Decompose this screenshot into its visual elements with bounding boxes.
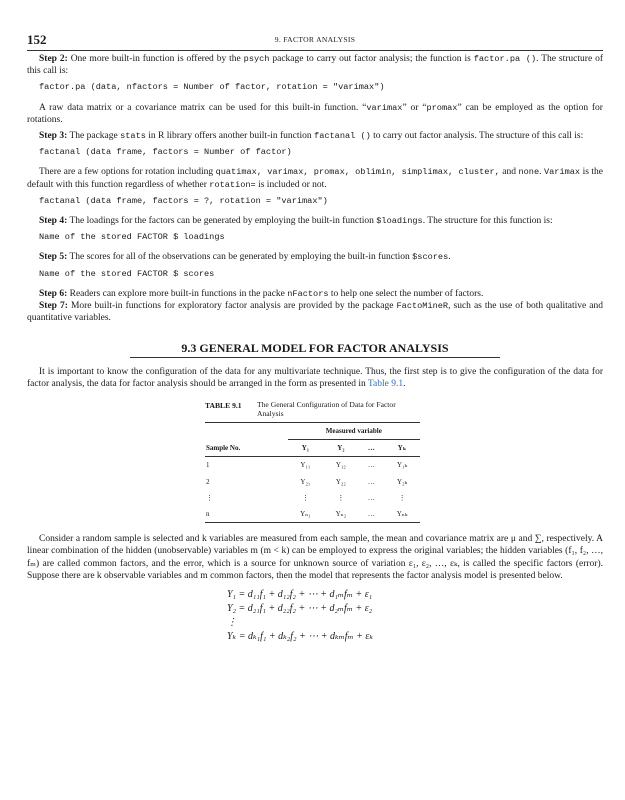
group-header: Measured variable <box>288 423 420 440</box>
col-header: Sample No. <box>206 444 241 453</box>
step-3: Step 3: The package stats in R library offers another built-in function factanal () to carry out factor analysis. The structure of this call is: <box>39 131 584 142</box>
step-2: Step 2: One more built-in function is offered by the psych package to carry out factor analysis; the function is factor.pa (). The structure of this call is: <box>27 54 603 77</box>
table-row: 1 Y₁₁ Y₁₂ … Y₁ₖ <box>206 461 408 470</box>
step-5: Step 5: The scores for all of the observations can be generated by employing the built-in function $scores. <box>39 252 451 263</box>
page-number: 152 <box>27 32 47 47</box>
equation-ellipsis: ⋮ <box>227 617 237 629</box>
table-9-1-link[interactable]: Table 9.1 <box>367 378 404 389</box>
equation-k: Yₖ = dₖ₁f₁ + dₖ₂f₂ + ⋯ + dₖₘfₘ + εₖ <box>227 631 373 643</box>
header-rule <box>27 50 603 51</box>
col-header: Y₁ <box>301 444 309 453</box>
body-text <box>27 53 603 644</box>
step-6: Step 6: Readers can explore more built-in functions in the packe nFactors to help one select the number of factors. <box>39 288 484 299</box>
step-4: Step 4: The loadings for the factors can be generated by employing the built-in function $loadings. The structure for this function is: <box>39 216 553 227</box>
equation-2: Y₂ = d₂₁f₁ + d₂₂f₂ + ⋯ + d₂ₘfₘ + ε₂ <box>227 603 373 615</box>
equation-1: Y₁ = d₁₁f₁ + d₁₂f₂ + ⋯ + d₁ₘfₘ + ε₁ <box>227 589 373 601</box>
page-header <box>27 32 603 48</box>
table-9-1 <box>205 400 420 523</box>
step-7: Step 7: More built-in functions for exploratory factor analysis are provided by the package FactoMineR, such as the use of both qualitative and quantitative variables. <box>27 301 603 324</box>
table-title: The General Configuration of Data for Factor Analysis <box>257 400 396 419</box>
data-table <box>205 422 420 523</box>
model-paragraph: Consider a random sample is selected and k variables are measured from each sample, the mean and covariance matrix are μ and ∑, respectively. A linear combination of the hidden (unobservable) variables m (m < k) can be employed to express the original variables; the hidden variables (f₁, f₂, …, fₘ) are called common factors, and the error, which is a source for unknown source of variation ε₁, ε₂, …, εₖ, is called the specific factors (error). Suppose there are k observable variables and m common factors, then the model that represents the factor analysis model is presented below. <box>27 534 603 581</box>
col-header: … <box>367 444 375 453</box>
running-title: 9. FACTOR ANALYSIS <box>274 35 356 44</box>
code-factanal: factanal (data frame, factors = Number of factor) <box>39 147 292 158</box>
section-heading: 9.3 GENERAL MODEL FOR FACTOR ANALYSIS <box>27 342 603 357</box>
table-row: 2 Y₂₁ Y₂₂ … Y₂ₖ <box>206 477 408 486</box>
table-row: n Yₙ₁ Yₙ₂ … Yₙₖ <box>205 506 420 523</box>
col-header: Yₖ <box>397 444 407 453</box>
code-factor-pa: factor.pa (data, nfactors = Number of factor, rotation = "varimax") <box>39 82 385 93</box>
table-label: TABLE 9.1 <box>205 401 242 411</box>
code-scores: Name of the stored FACTOR $ scores <box>39 268 215 279</box>
code-loadings: Name of the stored FACTOR $ loadings <box>39 232 225 243</box>
table-caption <box>205 400 420 418</box>
raw-matrix-note: A raw data matrix or a covariance matrix can be used for this built-in function. “varimax” or “promax” can be employed as the option for rotations. <box>27 102 603 125</box>
rotation-options: There are a few options for rotation including quatimax, varimax, promax, oblimin, simplimax, cluster, and none. Varimax is the default with this function regardless of whether rotation= is included or not. <box>27 167 604 190</box>
col-header: Y₂ <box>337 444 345 453</box>
equation-block <box>227 588 603 644</box>
section-intro: It is important to know the configuration of the data for any multivariate technique. Thus, the first step is to give the configuration of the data for factor analysis, the data for factor analysis should be arranged in the form as presented in Table 9.1. <box>27 366 603 389</box>
table-row: ⋮ ⋮ ⋮ … ⋮ <box>206 493 406 502</box>
code-factanal-rotation: factanal (data frame, factors = ?, rotation = "varimax") <box>39 195 328 206</box>
